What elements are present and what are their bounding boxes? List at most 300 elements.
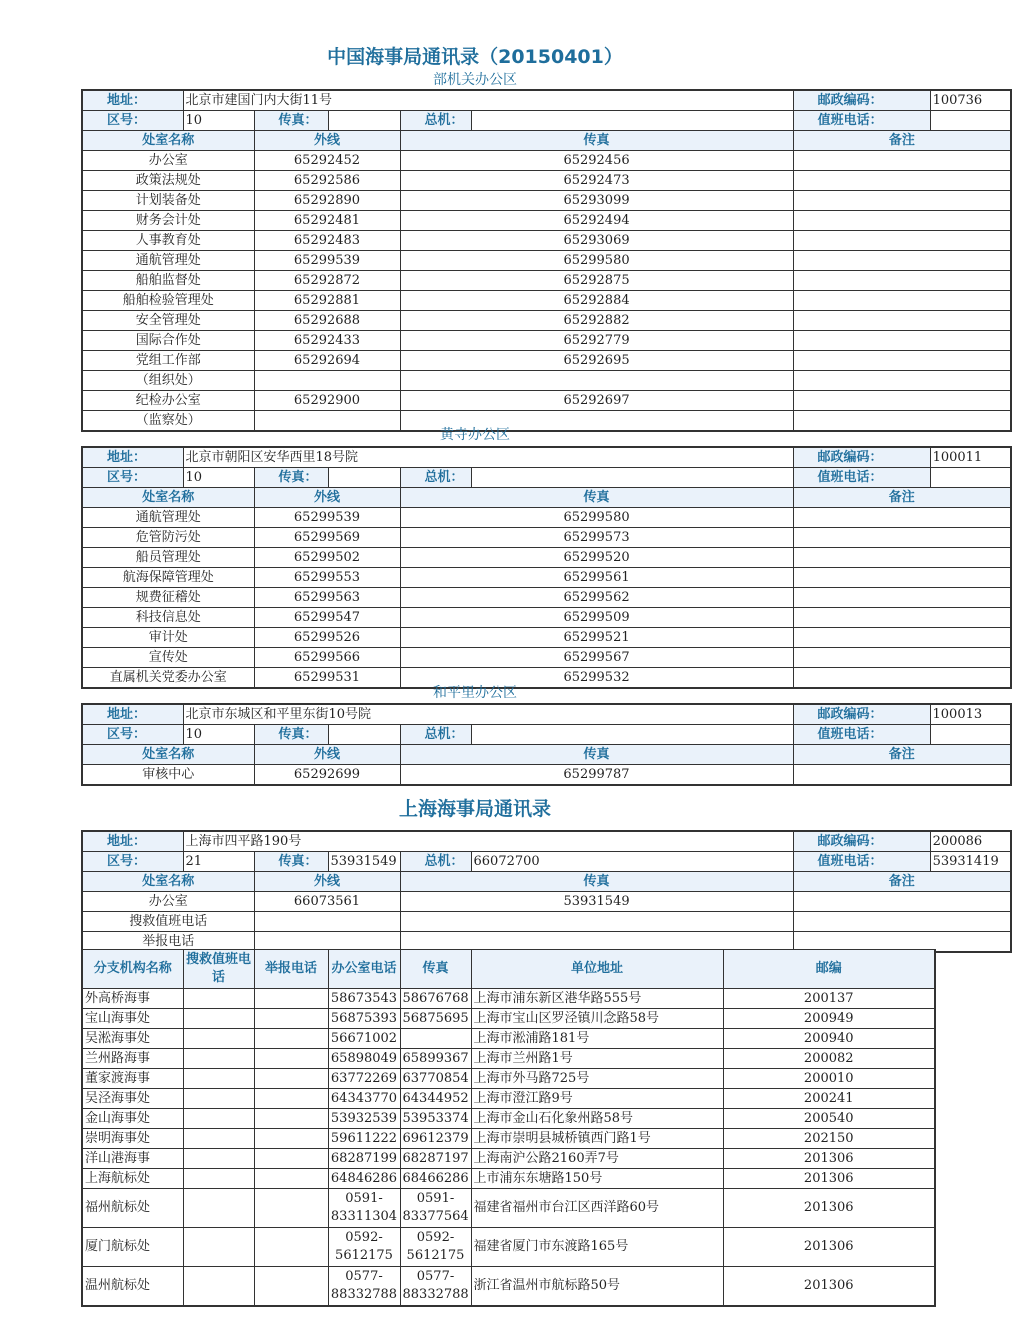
- table-row: [82, 311, 1011, 331]
- area-code-value: 10: [183, 111, 254, 131]
- main-title: 中国海事局通讯录（20150401）: [327, 46, 623, 68]
- office-name: 政策法规处: [82, 171, 254, 191]
- table-row: [82, 892, 1011, 912]
- branch-column-header: 办公室电话: [328, 950, 400, 989]
- remark: [793, 912, 1011, 932]
- branch-column-header: 单位地址: [471, 950, 723, 989]
- col-remark-header: 备注: [793, 488, 1011, 508]
- office-name: 科技信息处: [82, 608, 254, 628]
- fax-number: 65299561: [400, 568, 793, 588]
- report-phone: [254, 1029, 328, 1049]
- branch-fax: 0591-83377564: [400, 1189, 471, 1228]
- remark: [793, 171, 1011, 191]
- address-value: 北京市建国门内大街11号: [183, 90, 793, 111]
- branch-column-header: 邮编: [723, 950, 935, 989]
- switchboard-label: 总机：: [400, 852, 471, 872]
- fax-number: 65299532: [400, 668, 793, 689]
- table-row: [82, 391, 1011, 411]
- fax-number: 65299509: [400, 608, 793, 628]
- remark: [793, 568, 1011, 588]
- branch-address: 上海市兰州路1号: [471, 1049, 723, 1069]
- fax-label: 传真：: [254, 852, 328, 872]
- branch-fax: 56875695: [400, 1009, 471, 1029]
- branch-name: 董家渡海事: [82, 1069, 183, 1089]
- address-value: 上海市四平路190号: [183, 831, 793, 852]
- postcode-label: 邮政编码：: [793, 90, 930, 111]
- table-row: [82, 548, 1011, 568]
- fax-number: 65293069: [400, 231, 793, 251]
- fax-number: [400, 912, 793, 932]
- remark: [793, 191, 1011, 211]
- rescue-phone: [183, 1129, 254, 1149]
- branch-name: 上海航标处: [82, 1169, 183, 1189]
- area-row: [82, 111, 1011, 131]
- office-name: 航海保障管理处: [82, 568, 254, 588]
- remark: [793, 151, 1011, 171]
- rescue-phone: [183, 1228, 254, 1267]
- table-row: [82, 608, 1011, 628]
- address-label: 地址：: [82, 90, 183, 111]
- outside-line: [254, 912, 400, 932]
- office-phone: 64343770: [328, 1089, 400, 1109]
- outside-line: 65292900: [254, 391, 400, 411]
- col-office-header: 处室名称: [82, 488, 254, 508]
- fax-number: 65299521: [400, 628, 793, 648]
- office-name: 船舶检验管理处: [82, 291, 254, 311]
- remark: [793, 548, 1011, 568]
- col-office-header: 处室名称: [82, 745, 254, 765]
- section-title: 黄寺办公区: [440, 427, 510, 443]
- office-name: 举报电话: [82, 932, 254, 953]
- branch-postcode: 200940: [723, 1029, 935, 1049]
- branch-name: 兰州路海事: [82, 1049, 183, 1069]
- postcode-label: 邮政编码：: [793, 447, 930, 468]
- report-phone: [254, 1149, 328, 1169]
- branch-name: 吴泾海事处: [82, 1089, 183, 1109]
- address-row: [82, 704, 1011, 725]
- report-phone: [254, 1089, 328, 1109]
- contact-table: [81, 703, 1012, 786]
- branch-address: 上海市澄江路9号: [471, 1089, 723, 1109]
- branch-name: 吴淞海事处: [82, 1029, 183, 1049]
- postcode-label: 邮政编码：: [793, 704, 930, 725]
- branch-address: 福建省厦门市东渡路165号: [471, 1228, 723, 1267]
- duty-phone-label: 值班电话：: [793, 725, 930, 745]
- outside-line: [254, 371, 400, 391]
- duty-phone-label: 值班电话：: [793, 111, 930, 131]
- table-row: [82, 765, 1011, 786]
- table-row: [82, 171, 1011, 191]
- remark: [793, 351, 1011, 371]
- duty-phone-label: 值班电话：: [793, 468, 930, 488]
- table-row: [82, 191, 1011, 211]
- rescue-phone: [183, 1069, 254, 1089]
- office-name: 通航管理处: [82, 508, 254, 528]
- office-name: 计划装备处: [82, 191, 254, 211]
- address-row: [82, 831, 1011, 852]
- outside-line: 65292688: [254, 311, 400, 331]
- remark: [793, 892, 1011, 912]
- branch-fax: [400, 1029, 471, 1049]
- address-label: 地址：: [82, 704, 183, 725]
- col-outside-header: 外线: [254, 131, 400, 151]
- branch-postcode: 201306: [723, 1169, 935, 1189]
- switchboard-label: 总机：: [400, 725, 471, 745]
- office-phone: 68287199: [328, 1149, 400, 1169]
- office-name: 办公室: [82, 151, 254, 171]
- duty-phone-label: 值班电话：: [793, 852, 930, 872]
- shanghai-table: [81, 830, 1012, 953]
- branch-postcode: 201306: [723, 1189, 935, 1228]
- col-office-header: 处室名称: [82, 131, 254, 151]
- col-outside-header: 外线: [254, 872, 400, 892]
- table-row: [82, 528, 1011, 548]
- branch-column-header: 举报电话: [254, 950, 328, 989]
- fax-value: [328, 111, 400, 131]
- table-row: [82, 151, 1011, 171]
- fax-label: 传真：: [254, 111, 328, 131]
- branch-row: [82, 1109, 935, 1129]
- table-row: [82, 628, 1011, 648]
- branch-postcode: 200241: [723, 1089, 935, 1109]
- table-row: [82, 588, 1011, 608]
- branch-postcode: 200010: [723, 1069, 935, 1089]
- switchboard-value: [471, 468, 793, 488]
- office-name: 搜救值班电话: [82, 912, 254, 932]
- office-name: 规费征稽处: [82, 588, 254, 608]
- rescue-phone: [183, 1189, 254, 1228]
- branch-row: [82, 1267, 935, 1307]
- branch-header-row: [82, 950, 935, 989]
- office-phone: 0592-5612175: [328, 1228, 400, 1267]
- fax-number: 65299787: [400, 765, 793, 786]
- area-code-label: 区号：: [82, 725, 183, 745]
- branch-address: 上市浦东东塘路150号: [471, 1169, 723, 1189]
- rescue-phone: [183, 1149, 254, 1169]
- office-name: 宣传处: [82, 648, 254, 668]
- table-row: [82, 508, 1011, 528]
- address-row: [82, 90, 1011, 111]
- table-row: [82, 648, 1011, 668]
- branch-row: [82, 1009, 935, 1029]
- remark: [793, 648, 1011, 668]
- office-name: 审计处: [82, 628, 254, 648]
- remark: [793, 271, 1011, 291]
- remark: [793, 371, 1011, 391]
- fax-number: 65299580: [400, 251, 793, 271]
- report-phone: [254, 1049, 328, 1069]
- fax-number: 65292695: [400, 351, 793, 371]
- rescue-phone: [183, 989, 254, 1009]
- contact-table: [81, 89, 1012, 432]
- section-title: 和平里办公区: [433, 685, 517, 701]
- address-value: 北京市东城区和平里东街10号院: [183, 704, 793, 725]
- contact-table: [81, 446, 1012, 689]
- rescue-phone: [183, 1169, 254, 1189]
- fax-number: 53931549: [400, 892, 793, 912]
- fax-number: 65292697: [400, 391, 793, 411]
- table-row: [82, 251, 1011, 271]
- fax-number: 65292494: [400, 211, 793, 231]
- fax-number: 65292456: [400, 151, 793, 171]
- office-name: 直属机关党委办公室: [82, 668, 254, 689]
- branch-column-header: 分支机构名称: [82, 950, 183, 989]
- office-name: 纪检办公室: [82, 391, 254, 411]
- branch-name: 外高桥海事: [82, 989, 183, 1009]
- outside-line: 65292881: [254, 291, 400, 311]
- switchboard-value: [471, 111, 793, 131]
- col-outside-header: 外线: [254, 745, 400, 765]
- branch-row: [82, 1169, 935, 1189]
- rescue-phone: [183, 1089, 254, 1109]
- remark: [793, 765, 1011, 786]
- office-name: 办公室: [82, 892, 254, 912]
- table-row: [82, 912, 1011, 932]
- col-fax-header: 传真: [400, 131, 793, 151]
- remark: [793, 528, 1011, 548]
- remark: [793, 231, 1011, 251]
- switchboard-value: [471, 725, 793, 745]
- office-name: （监察处）: [82, 411, 254, 432]
- table-row: [82, 271, 1011, 291]
- duty-phone-value: [930, 725, 1011, 745]
- report-phone: [254, 1129, 328, 1149]
- branch-column-header: 传真: [400, 950, 471, 989]
- switchboard-label: 总机：: [400, 468, 471, 488]
- outside-line: 65299547: [254, 608, 400, 628]
- outside-line: 66073561: [254, 892, 400, 912]
- branch-row: [82, 989, 935, 1009]
- branch-address: 上海市崇明县城桥镇西门路1号: [471, 1129, 723, 1149]
- fax-number: 65292779: [400, 331, 793, 351]
- switchboard-value: 66072700: [471, 852, 793, 872]
- branch-postcode: 200949: [723, 1009, 935, 1029]
- branch-fax: 0592-5612175: [400, 1228, 471, 1267]
- remark: [793, 211, 1011, 231]
- fax-value: 53931549: [328, 852, 400, 872]
- report-phone: [254, 1169, 328, 1189]
- outside-line: 65292452: [254, 151, 400, 171]
- outside-line: 65299563: [254, 588, 400, 608]
- office-name: 财务会计处: [82, 211, 254, 231]
- branch-fax: 69612379: [400, 1129, 471, 1149]
- branch-name: 崇明海事处: [82, 1129, 183, 1149]
- fax-number: 65292875: [400, 271, 793, 291]
- outside-line: 65292699: [254, 765, 400, 786]
- table-row: [82, 331, 1011, 351]
- address-label: 地址：: [82, 447, 183, 468]
- branch-fax: 68287197: [400, 1149, 471, 1169]
- table-row: [82, 211, 1011, 231]
- fax-label: 传真：: [254, 468, 328, 488]
- branch-address: 上海市外马路725号: [471, 1069, 723, 1089]
- fax-number: 65299562: [400, 588, 793, 608]
- report-phone: [254, 1109, 328, 1129]
- remark: [793, 628, 1011, 648]
- fax-number: 65299567: [400, 648, 793, 668]
- table-row: [82, 371, 1011, 391]
- branch-table: [81, 949, 936, 1307]
- report-phone: [254, 1009, 328, 1029]
- office-phone: 56875393: [328, 1009, 400, 1029]
- fax-number: 65293099: [400, 191, 793, 211]
- remark: [793, 311, 1011, 331]
- office-phone: 56671002: [328, 1029, 400, 1049]
- branch-name: 金山海事处: [82, 1109, 183, 1129]
- outside-line: 65292481: [254, 211, 400, 231]
- branch-row: [82, 1069, 935, 1089]
- outside-line: 65292694: [254, 351, 400, 371]
- branch-row: [82, 1129, 935, 1149]
- report-phone: [254, 1228, 328, 1267]
- branch-fax: 63770854: [400, 1069, 471, 1089]
- outside-line: 65292433: [254, 331, 400, 351]
- area-code-label: 区号：: [82, 111, 183, 131]
- postcode-value: 100011: [930, 447, 1011, 468]
- report-phone: [254, 1267, 328, 1307]
- fax-label: 传真：: [254, 725, 328, 745]
- branch-column-header: 搜救值班电话: [183, 950, 254, 989]
- branch-postcode: 202150: [723, 1129, 935, 1149]
- office-phone: 65898049: [328, 1049, 400, 1069]
- branch-fax: 64344952: [400, 1089, 471, 1109]
- branch-postcode: 201306: [723, 1267, 935, 1307]
- branch-postcode: 201306: [723, 1149, 935, 1169]
- outside-line: 65299539: [254, 508, 400, 528]
- area-code-value: 21: [183, 852, 254, 872]
- switchboard-label: 总机：: [400, 111, 471, 131]
- office-phone: 53932539: [328, 1109, 400, 1129]
- office-name: 审核中心: [82, 765, 254, 786]
- office-name: （组织处）: [82, 371, 254, 391]
- branch-name: 宝山海事处: [82, 1009, 183, 1029]
- area-code-label: 区号：: [82, 468, 183, 488]
- office-phone: 63772269: [328, 1069, 400, 1089]
- rescue-phone: [183, 1029, 254, 1049]
- office-phone: 64846286: [328, 1169, 400, 1189]
- area-code-value: 10: [183, 725, 254, 745]
- postcode-label: 邮政编码：: [793, 831, 930, 852]
- outside-line: 65292890: [254, 191, 400, 211]
- branch-postcode: 200540: [723, 1109, 935, 1129]
- office-name: 通航管理处: [82, 251, 254, 271]
- branch-address: 上海市宝山区罗泾镇川念路58号: [471, 1009, 723, 1029]
- office-phone: 58673543: [328, 989, 400, 1009]
- outside-line: 65299526: [254, 628, 400, 648]
- col-fax-header: 传真: [400, 488, 793, 508]
- address-value: 北京市朝阳区安华西里18号院: [183, 447, 793, 468]
- fax-number: 65299580: [400, 508, 793, 528]
- branch-row: [82, 1149, 935, 1169]
- outside-line: 65299502: [254, 548, 400, 568]
- outside-line: 65299531: [254, 668, 400, 689]
- postcode-value: 100736: [930, 90, 1011, 111]
- outside-line: 65299539: [254, 251, 400, 271]
- area-row: [82, 852, 1011, 872]
- address-row: [82, 447, 1011, 468]
- outside-line: 65299553: [254, 568, 400, 588]
- duty-phone-value: [930, 111, 1011, 131]
- remark: [793, 251, 1011, 271]
- shanghai-title: 上海海事局通讯录: [398, 798, 551, 820]
- office-name: 安全管理处: [82, 311, 254, 331]
- office-name: 人事教育处: [82, 231, 254, 251]
- rescue-phone: [183, 1267, 254, 1307]
- rescue-phone: [183, 1049, 254, 1069]
- office-name: 危管防污处: [82, 528, 254, 548]
- fax-number: 65292882: [400, 311, 793, 331]
- fax-number: 65292473: [400, 171, 793, 191]
- col-remark-header: 备注: [793, 131, 1011, 151]
- branch-address: 上海南沪公路2160弄7号: [471, 1149, 723, 1169]
- table-row: [82, 231, 1011, 251]
- outside-line: 65299566: [254, 648, 400, 668]
- branch-name: 洋山港海事: [82, 1149, 183, 1169]
- report-phone: [254, 989, 328, 1009]
- col-outside-header: 外线: [254, 488, 400, 508]
- address-label: 地址：: [82, 831, 183, 852]
- office-name: 船员管理处: [82, 548, 254, 568]
- remark: [793, 291, 1011, 311]
- branch-address: 浙江省温州市航标路50号: [471, 1267, 723, 1307]
- office-phone: 0577-88332788: [328, 1267, 400, 1307]
- branch-postcode: 201306: [723, 1228, 935, 1267]
- branch-fax: 53953374: [400, 1109, 471, 1129]
- branch-row: [82, 1049, 935, 1069]
- office-name: 船舶监督处: [82, 271, 254, 291]
- fax-number: 65299573: [400, 528, 793, 548]
- branch-row: [82, 1228, 935, 1267]
- branch-address: 上海市金山石化象州路58号: [471, 1109, 723, 1129]
- area-code-label: 区号：: [82, 852, 183, 872]
- report-phone: [254, 1189, 328, 1228]
- remark: [793, 331, 1011, 351]
- fax-number: 65292884: [400, 291, 793, 311]
- table-row: [82, 291, 1011, 311]
- section-title: 部机关办公区: [433, 72, 517, 88]
- postcode-value: 200086: [930, 831, 1011, 852]
- column-header-row: [82, 745, 1011, 765]
- branch-name: 厦门航标处: [82, 1228, 183, 1267]
- area-row: [82, 725, 1011, 745]
- area-code-value: 10: [183, 468, 254, 488]
- column-header-row: [82, 488, 1011, 508]
- branch-name: 温州航标处: [82, 1267, 183, 1307]
- postcode-value: 100013: [930, 704, 1011, 725]
- area-row: [82, 468, 1011, 488]
- fax-number: [400, 371, 793, 391]
- remark: [793, 391, 1011, 411]
- col-remark-header: 备注: [793, 872, 1011, 892]
- branch-row: [82, 1029, 935, 1049]
- table-row: [82, 351, 1011, 371]
- branch-fax: 58676768: [400, 989, 471, 1009]
- branch-postcode: 200082: [723, 1049, 935, 1069]
- rescue-phone: [183, 1109, 254, 1129]
- fax-value: [328, 725, 400, 745]
- branch-address: 福建省福州市台江区西洋路60号: [471, 1189, 723, 1228]
- branch-postcode: 200137: [723, 989, 935, 1009]
- branch-name: 福州航标处: [82, 1189, 183, 1228]
- col-fax-header: 传真: [400, 745, 793, 765]
- col-office-header: 处室名称: [82, 872, 254, 892]
- branch-address: 上海市淞浦路181号: [471, 1029, 723, 1049]
- office-phone: 0591-83311304: [328, 1189, 400, 1228]
- remark: [793, 508, 1011, 528]
- remark: [793, 608, 1011, 628]
- branch-fax: 65899367: [400, 1049, 471, 1069]
- office-phone: 59611222: [328, 1129, 400, 1149]
